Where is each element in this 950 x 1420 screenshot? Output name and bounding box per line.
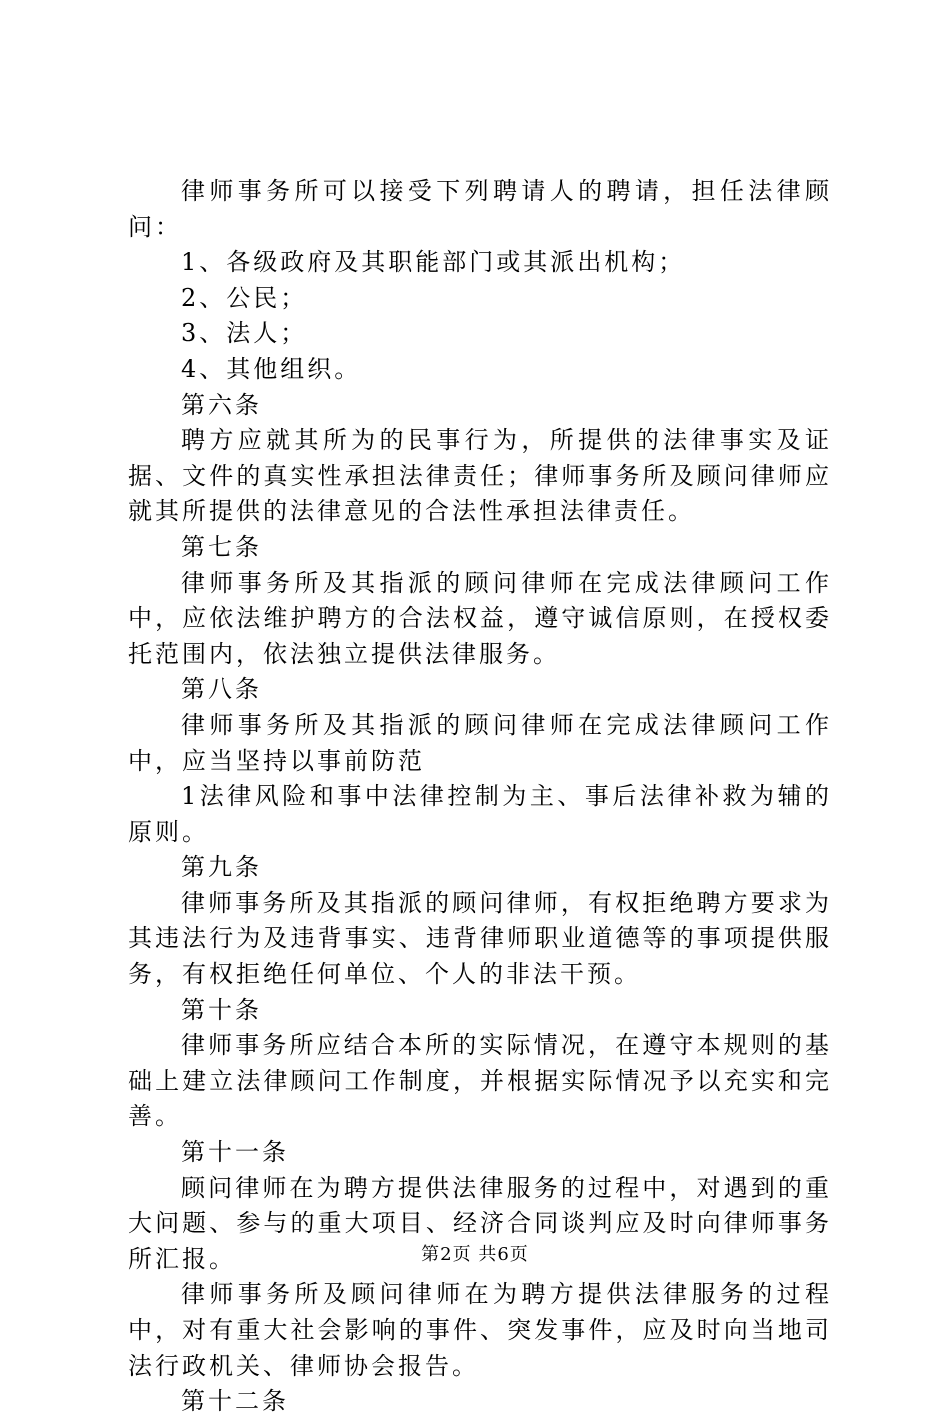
paragraph: 第八条	[181, 675, 262, 704]
paragraph: 律师事务所及其指派的顾问律师在完成法律顾问工作中，应当坚持以事前防范	[128, 710, 832, 775]
document-body	[128, 174, 832, 1420]
paragraph: 律师事务所及顾问律师在为聘方提供法律服务的过程中，对有重大社会影响的事件、突发事件，应及时向当地司法行政机关、律师协会报告。	[128, 1280, 832, 1380]
paragraph: 4、其他组织。	[181, 354, 362, 383]
paragraph: 3、法人；	[181, 319, 308, 348]
paragraph: 顾问律师在为聘方提供法律服务的过程中，对遇到的重大问题、参与的重大项目、经济合同谈判应及时向律师事务所汇报。	[128, 1173, 832, 1273]
paragraph: 律师事务所应结合本所的实际情况，在遵守本规则的基础上建立法律顾问工作制度，并根据实际情况予以充实和完善。	[128, 1031, 832, 1131]
paragraph: 律师事务所及其指派的顾问律师，有权拒绝聘方要求为其违法行为及违背事实、违背律师职业道德等的事项提供服务，有权拒绝任何单位、个人的非法干预。	[128, 888, 832, 989]
paragraph: 聘方应就其所为的民事行为，所提供的法律事实及证据、文件的真实性承担法律责任；律师事务所及顾问律师应就其所提供的法律意见的合法性承担法律责任。	[128, 426, 832, 526]
paragraph: 第六条	[181, 390, 262, 419]
paragraph: 律师事务所可以接受下列聘请人的聘请，担任法律顾问：	[128, 177, 832, 241]
page-footer: 第2页 共6页	[421, 1244, 529, 1265]
paragraph: 第七条	[181, 532, 262, 561]
paragraph: 1法律风险和事中法律控制为主、事后法律补救为辅的原则。	[128, 782, 832, 846]
paragraph: 2、公民；	[181, 283, 308, 312]
paragraph: 第十条	[181, 995, 262, 1024]
paragraph: 第九条	[181, 853, 262, 882]
paragraph: 第十二条	[181, 1387, 289, 1416]
paragraph: 第十一条	[181, 1138, 289, 1167]
paragraph: 1、各级政府及其职能部门或其派出机构；	[181, 248, 686, 277]
paragraph: 律师事务所及其指派的顾问律师在完成法律顾问工作中，应依法维护聘方的合法权益，遵守诚信原则，在授权委托范围内，依法独立提供法律服务。	[128, 568, 832, 668]
